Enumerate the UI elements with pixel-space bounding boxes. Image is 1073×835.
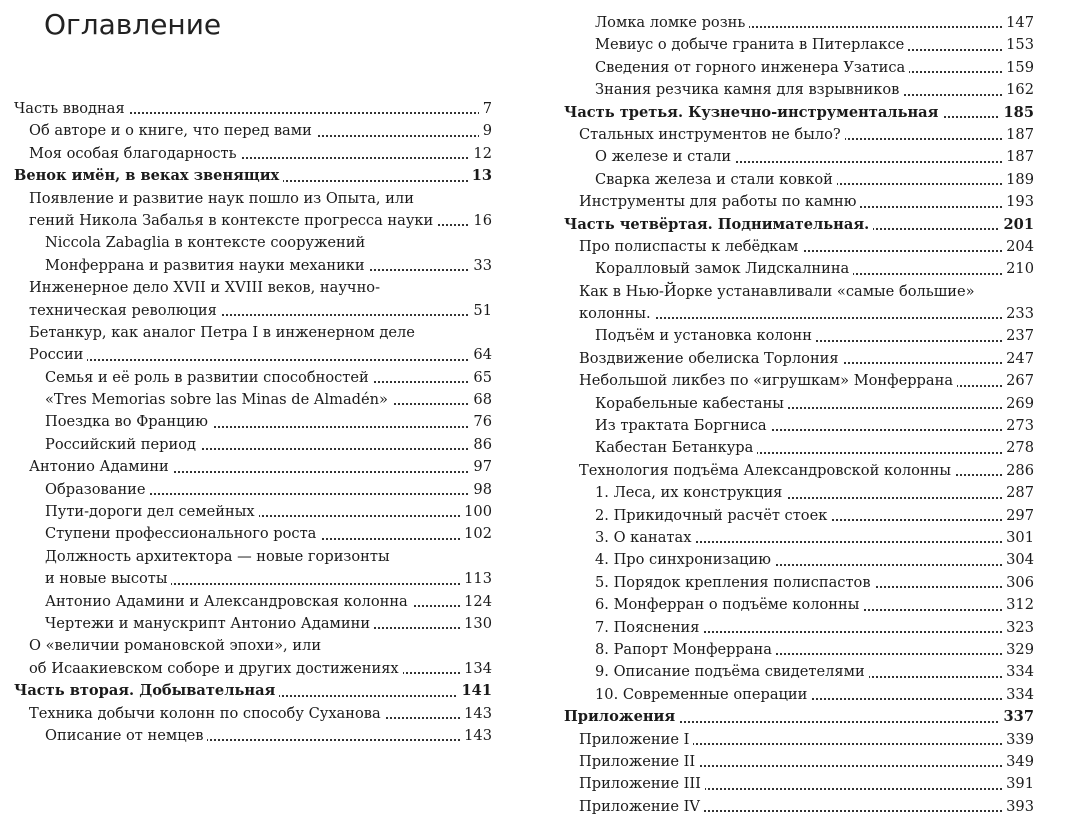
toc-entry: [14, 411, 492, 433]
toc-entry: [14, 389, 492, 411]
toc-entry-page: 162: [1002, 79, 1034, 101]
toc-entry-title: 6. Монферран о подъёме колонны: [595, 596, 863, 613]
toc-entry: [564, 146, 1034, 168]
toc-entry-title: Чертежи и манускрипт Антонио Адамини: [45, 615, 374, 632]
toc-entry: [564, 617, 1034, 639]
toc-entry: [564, 527, 1034, 549]
toc-entry-page: 147: [1002, 12, 1034, 34]
toc-entry-page: 124: [460, 591, 492, 613]
toc-entry: [14, 635, 492, 657]
toc-entry: [14, 120, 492, 142]
toc-entry: [564, 102, 1034, 124]
toc-entry-title: России: [29, 346, 87, 363]
toc-entry: [564, 393, 1034, 415]
toc-entry: [14, 322, 492, 344]
toc-entry-title: Инженерное дело XVII и XVIII веков, научно-: [29, 279, 384, 296]
toc-entry: [564, 751, 1034, 773]
toc-entry-page: 193: [1002, 191, 1034, 213]
toc-entry-page: 86: [469, 434, 492, 456]
toc-entry-page: 113: [460, 568, 492, 590]
toc-entry-page: 334: [1002, 684, 1034, 706]
toc-entry-title: О железе и стали: [595, 148, 735, 165]
toc-entry-page: 16: [469, 210, 492, 232]
toc-entry-title: об Исаакиевском соборе и других достижениях: [29, 660, 403, 677]
toc-entry-page: 12: [469, 143, 492, 165]
toc-entry: [564, 191, 1034, 213]
toc-entry: [564, 594, 1034, 616]
toc-entry-title: 9. Описание подъёма свидетелями: [595, 663, 869, 680]
toc-entry-title: 8. Рапорт Монферрана: [595, 641, 776, 658]
toc-entry-title: 2. Прикидочный расчёт стоек: [595, 507, 831, 524]
toc-entry: [14, 591, 492, 613]
toc-entry-title: Ломка ломке рознь: [595, 14, 749, 31]
toc-entry: [564, 214, 1034, 236]
toc-entry-page: 247: [1002, 348, 1034, 370]
toc-entry-title: Небольшой ликбез по «игрушкам» Монферрана: [579, 372, 957, 389]
toc-entry-title: Стальных инструментов не было?: [579, 126, 845, 143]
toc-entry: [14, 434, 492, 456]
toc-column-right: [564, 12, 1034, 818]
toc-entry-page: 64: [469, 344, 492, 366]
toc-entry-title: Технология подъёма Александровской колонны: [579, 462, 955, 479]
toc-entry-page: 189: [1002, 169, 1034, 191]
toc-entry-page: 329: [1002, 639, 1034, 661]
toc-column-left: [14, 98, 492, 747]
toc-entry: [564, 169, 1034, 191]
toc-entry: [564, 773, 1034, 795]
toc-entry-title: 7. Пояснения: [595, 619, 703, 636]
toc-entry-title: О «величии романовской эпохи», или: [29, 637, 325, 654]
toc-entry-page: 391: [1002, 773, 1034, 795]
toc-entry-title: Образование: [45, 481, 150, 498]
toc-entry-title: Кабестан Бетанкура: [595, 439, 757, 456]
toc-entry-title: Как в Нью-Йорке устанавливали «самые большие»: [579, 283, 979, 300]
toc-entry: [14, 479, 492, 501]
toc-entry: [14, 523, 492, 545]
toc-entry: [564, 572, 1034, 594]
toc-entry-title: Про полиспасты к лебёдкам: [579, 238, 802, 255]
toc-entry-page: 76: [469, 411, 492, 433]
toc-entry: [14, 680, 492, 702]
toc-entry-page: 204: [1002, 236, 1034, 258]
toc-entry: [14, 546, 492, 568]
toc-entry: [564, 258, 1034, 280]
toc-entry-page: 130: [460, 613, 492, 635]
toc-entry-title: Поездка во Францию: [45, 413, 212, 430]
toc-entry: [14, 300, 492, 322]
dot-leader: [29, 359, 492, 361]
toc-entry-title: Семья и её роль в развитии способностей: [45, 369, 373, 386]
toc-entry-title: Приложение III: [579, 775, 705, 792]
toc-entry-title: колонны.: [579, 305, 655, 322]
toc-entry-page: 143: [460, 725, 492, 747]
toc-entry-page: 97: [469, 456, 492, 478]
toc-entry-title: «Tres Memorias sobre las Minas de Almadén»: [45, 391, 392, 408]
toc-entry: [14, 277, 492, 299]
toc-entry: [14, 165, 492, 187]
toc-entry: [564, 729, 1034, 751]
toc-entry: [564, 684, 1034, 706]
toc-entry-title: Часть вторая. Добывательная: [14, 682, 279, 699]
toc-entry-title: Российский период: [45, 436, 200, 453]
toc-entry-page: 210: [1002, 258, 1034, 280]
toc-entry-title: Появление и развитие наук пошло из Опыта, или: [29, 190, 418, 207]
toc-entry: [564, 706, 1034, 728]
toc-entry-title: Монферрана и развития науки механики: [45, 257, 369, 274]
toc-entry: [564, 549, 1034, 571]
toc-entry: [564, 505, 1034, 527]
toc-entry-page: 312: [1002, 594, 1034, 616]
toc-entry: [564, 124, 1034, 146]
toc-entry-title: Инструменты для работы по камню: [579, 193, 860, 210]
toc-entry-title: Техника добычи колонн по способу Суханова: [29, 705, 385, 722]
toc-entry: [14, 367, 492, 389]
toc-entry: [14, 568, 492, 590]
toc-entry: [14, 255, 492, 277]
toc-entry-title: 5. Порядок крепления полиспастов: [595, 574, 875, 591]
toc-entry-title: техническая революция: [29, 302, 221, 319]
toc-entry-page: 100: [460, 501, 492, 523]
toc-entry-page: 287: [1002, 482, 1034, 504]
toc-entry-title: гений Никола Забалья в контексте прогресса науки: [29, 212, 437, 229]
toc-entry-page: 339: [1002, 729, 1034, 751]
toc-entry-page: 201: [1000, 214, 1034, 236]
toc-entry-title: Часть третья. Кузнечно-инструментальная: [564, 104, 942, 121]
toc-entry-page: 301: [1002, 527, 1034, 549]
toc-entry-page: 278: [1002, 437, 1034, 459]
toc-entry: [14, 725, 492, 747]
toc-entry-page: 98: [469, 479, 492, 501]
toc-entry: [14, 232, 492, 254]
toc-entry-page: 102: [460, 523, 492, 545]
toc-entry-title: Часть вводная: [14, 100, 129, 117]
toc-entry-page: 153: [1002, 34, 1034, 56]
toc-entry: [564, 482, 1034, 504]
toc-entry: [14, 143, 492, 165]
toc-entry-title: Антонио Адамини и Александровская колонна: [45, 593, 412, 610]
toc-entry-page: 187: [1002, 146, 1034, 168]
toc-entry-title: Моя особая благодарность: [29, 145, 241, 162]
toc-entry-title: Описание от немцев: [45, 727, 207, 744]
toc-entry-page: 13: [468, 165, 492, 187]
toc-entry-page: 159: [1002, 57, 1034, 79]
toc-entry-title: Часть четвёртая. Поднимательная.: [564, 216, 873, 233]
toc-entry-title: 4. Про синхронизацию: [595, 551, 775, 568]
toc-entry: [564, 661, 1034, 683]
toc-entry-title: Niccola Zabaglia в контексте сооружений: [45, 234, 369, 251]
toc-entry-title: и новые высоты: [45, 570, 171, 587]
toc-entry-title: Знания резчика камня для взрывников: [595, 81, 903, 98]
toc-entry-page: 304: [1002, 549, 1034, 571]
toc-entry-title: Должность архитектора — новые горизонты: [45, 548, 394, 565]
toc-entry-page: 7: [479, 98, 492, 120]
toc-entry-page: 337: [1000, 706, 1034, 728]
toc-entry-title: Из трактата Боргниса: [595, 417, 771, 434]
toc-entry-title: Об авторе и о книге, что перед вами: [29, 122, 316, 139]
toc-entry-title: Коралловый замок Лидскалнина: [595, 260, 853, 277]
toc-entry-title: Сведения от горного инженера Узатиса: [595, 59, 909, 76]
toc-entry-title: 3. О канатах: [595, 529, 695, 546]
toc-entry-title: Приложение II: [579, 753, 699, 770]
toc-entry-title: Антонио Адамини: [29, 458, 173, 475]
toc-entry-page: 323: [1002, 617, 1034, 639]
toc-entry: [14, 188, 492, 210]
toc-entry-page: 273: [1002, 415, 1034, 437]
toc-entry: [564, 415, 1034, 437]
toc-entry: [564, 236, 1034, 258]
toc-entry: [564, 460, 1034, 482]
toc-entry: [564, 370, 1034, 392]
toc-entry-title: Сварка железа и стали ковкой: [595, 171, 837, 188]
toc-entry-page: 143: [460, 703, 492, 725]
toc-entry: [14, 703, 492, 725]
toc-entry: [14, 658, 492, 680]
toc-entry-title: Бетанкур, как аналог Петра I в инженерном деле: [29, 324, 419, 341]
toc-entry-title: Ступени профессионального роста: [45, 525, 320, 542]
toc-entry-title: Мевиус о добыче гранита в Питерлаксе: [595, 36, 908, 53]
toc-entry-page: 185: [1000, 102, 1034, 124]
toc-entry-page: 33: [469, 255, 492, 277]
toc-entry-title: Корабельные кабестаны: [595, 395, 788, 412]
toc-entry-page: 297: [1002, 505, 1034, 527]
toc-entry-title: Пути-дороги дел семейных: [45, 503, 259, 520]
toc-entry-page: 68: [469, 389, 492, 411]
toc-entry: [564, 325, 1034, 347]
toc-entry: [564, 303, 1034, 325]
toc-entry: [564, 12, 1034, 34]
toc-entry-title: Венок имён, в веках звенящих: [14, 167, 283, 184]
toc-entry: [564, 79, 1034, 101]
toc-entry: [14, 98, 492, 120]
toc-entry: [14, 501, 492, 523]
toc-entry-page: 269: [1002, 393, 1034, 415]
toc-entry: [14, 210, 492, 232]
toc-entry: [564, 348, 1034, 370]
toc-entry-page: 267: [1002, 370, 1034, 392]
toc-entry: [564, 57, 1034, 79]
toc-entry-title: Приложение I: [579, 731, 693, 748]
toc-entry: [14, 613, 492, 635]
toc-entry-page: 9: [479, 120, 492, 142]
toc-entry-page: 334: [1002, 661, 1034, 683]
toc-entry: [564, 34, 1034, 56]
toc-entry-title: 10. Современные операции: [595, 686, 811, 703]
toc-entry-page: 141: [458, 680, 492, 702]
page-title: Оглавление: [44, 8, 222, 41]
toc-entry: [564, 639, 1034, 661]
toc-entry-title: Приложения: [564, 708, 679, 725]
toc-entry-page: 51: [469, 300, 492, 322]
toc-entry-page: 65: [469, 367, 492, 389]
toc-entry-page: 306: [1002, 572, 1034, 594]
toc-entry: [564, 796, 1034, 818]
toc-entry-page: 393: [1002, 796, 1034, 818]
toc-entry-title: Воздвижение обелиска Торлония: [579, 350, 843, 367]
toc-entry-page: 233: [1002, 303, 1034, 325]
toc-entry: [14, 456, 492, 478]
toc-entry-page: 349: [1002, 751, 1034, 773]
toc-entry-title: 1. Леса, их конструкция: [595, 484, 786, 501]
toc-entry-title: Подъём и установка колонн: [595, 327, 816, 344]
toc-entry-page: 134: [460, 658, 492, 680]
toc-entry-page: 237: [1002, 325, 1034, 347]
toc-entry-title: Приложение IV: [579, 798, 704, 815]
toc-entry: [564, 281, 1034, 303]
toc-entry-page: 187: [1002, 124, 1034, 146]
toc-entry: [14, 344, 492, 366]
toc-entry-page: 286: [1002, 460, 1034, 482]
toc-entry: [564, 437, 1034, 459]
